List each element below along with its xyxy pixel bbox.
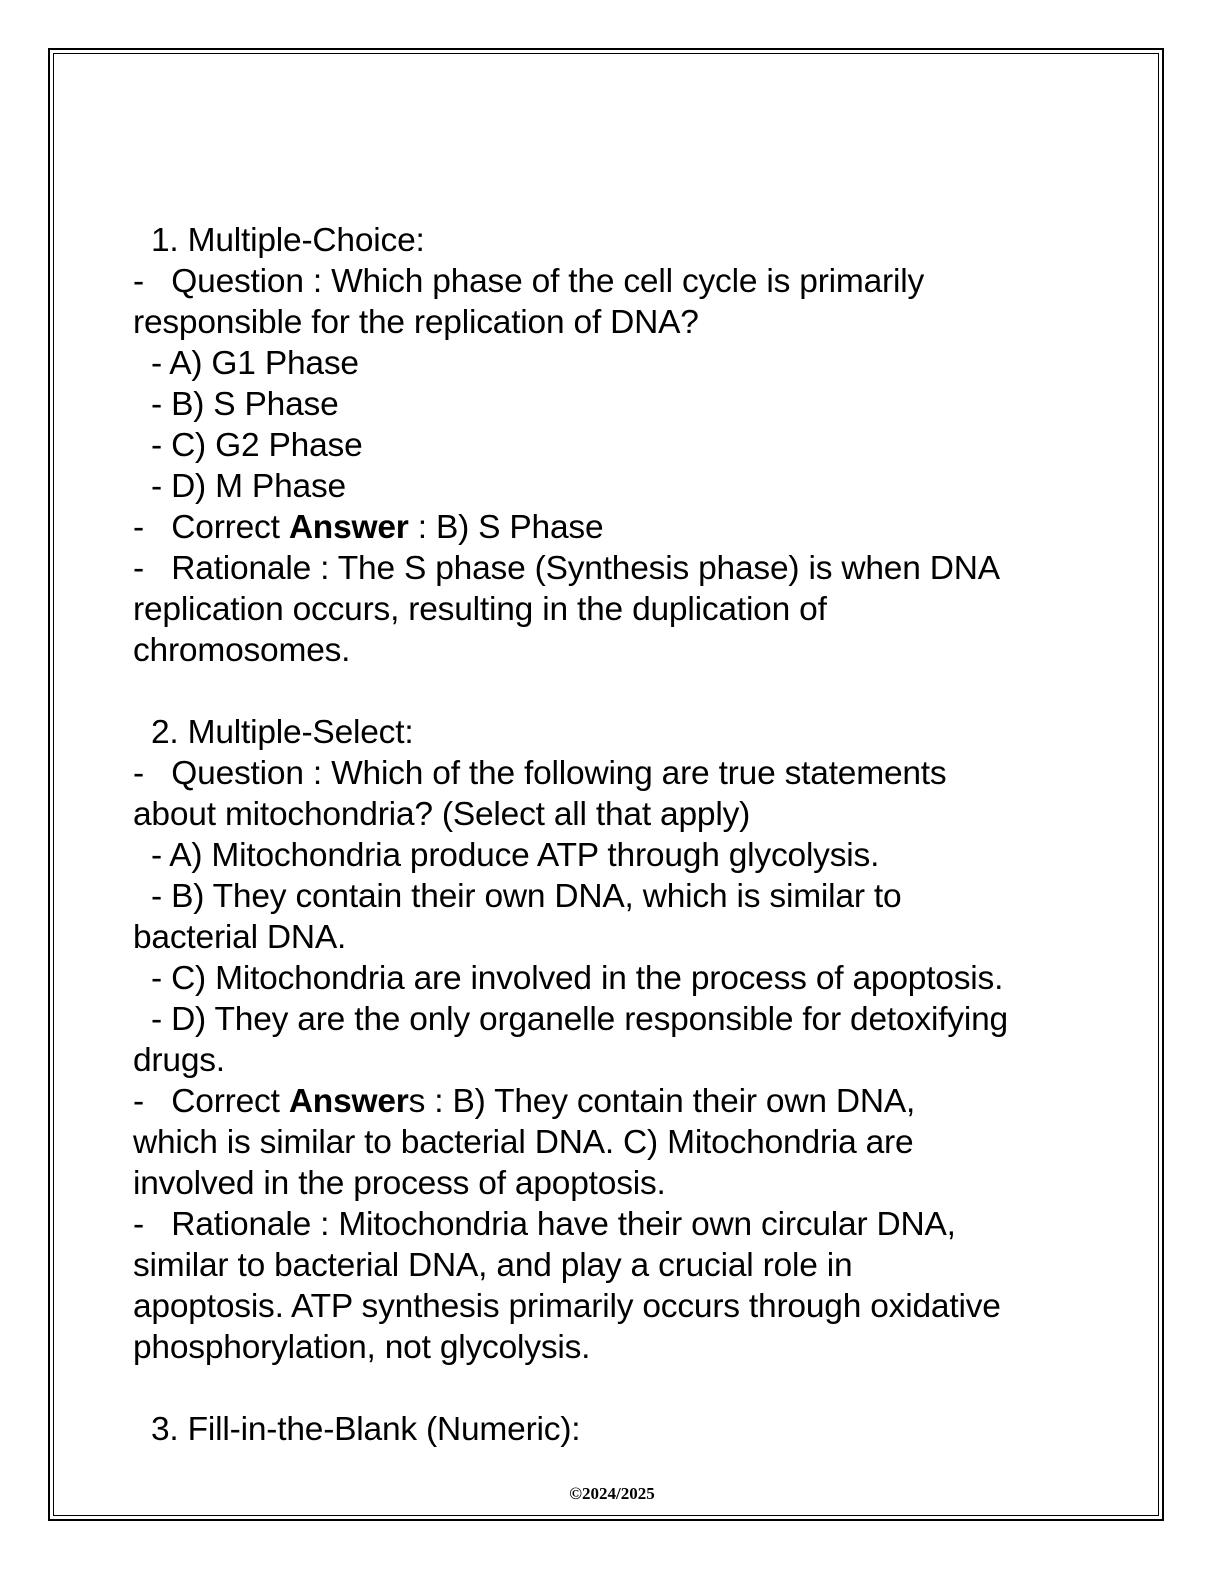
q1-option-c: - C) G2 Phase: [151, 427, 363, 464]
q1-rationale-label: Rationale: [171, 550, 312, 587]
q1-correct-answer: - Correct Answer : B) S Phase: [133, 509, 604, 546]
q2-option-d-cont: drugs.: [133, 1042, 225, 1079]
q2-rationale-cont-3: phosphorylation, not glycolysis.: [133, 1329, 591, 1366]
q2-rationale-label: Rationale: [171, 1206, 312, 1243]
q2-option-c: - C) Mitochondria are involved in the process of apoptosis.: [151, 960, 1004, 997]
spacer: [133, 671, 1093, 712]
spacer: [133, 1368, 1093, 1409]
q1-option-a: - A) G1 Phase: [151, 345, 359, 382]
q2-rationale-cont-2: apoptosis. ATP synthesis primarily occurs through oxidative: [133, 1288, 1001, 1325]
q2-question-cont: about mitochondria? (Select all that apply): [133, 796, 751, 833]
q1-rationale-cont-1: replication occurs, resulting in the duplication of: [133, 591, 827, 628]
q1-correct-prefix: Correct: [171, 509, 289, 546]
q2-rationale-cont-1: similar to bacterial DNA, and play a crucial role in: [133, 1247, 853, 1284]
q1-option-b: - B) S Phase: [151, 386, 339, 423]
document-body: [133, 220, 1093, 1450]
q3-heading: 3. Fill-in-the-Blank (Numeric):: [151, 1411, 581, 1448]
q1-question: - Question : Which phase of the cell cycle is primarily: [133, 263, 925, 300]
q2-correct-rest: s : B) They contain their own DNA,: [408, 1083, 916, 1120]
copyright-footer: ©2024/2025: [569, 1484, 655, 1503]
q1-question-label: Question: [171, 263, 304, 300]
q1-rationale-cont-2: chromosomes.: [133, 632, 351, 669]
q1-correct-rest: : B) S Phase: [408, 509, 604, 546]
q2-rationale: - Rationale : Mitochondria have their own circular DNA,: [133, 1206, 956, 1243]
q2-correct-bold: Answer: [288, 1083, 409, 1120]
q1-rationale: - Rationale : The S phase (Synthesis phase) is when DNA: [133, 550, 1000, 587]
q2-correct-cont-2: involved in the process of apoptosis.: [133, 1165, 666, 1202]
q2-option-a: - A) Mitochondria produce ATP through glycolysis.: [151, 837, 880, 874]
q2-rationale-text: : Mitochondria have their own circular DNA,: [311, 1206, 956, 1243]
q1-correct-bold: Answer: [288, 509, 409, 546]
q2-option-b: - B) They contain their own DNA, which is similar to: [151, 878, 902, 915]
q1-option-d: - D) M Phase: [151, 468, 346, 505]
q2-option-b-cont: bacterial DNA.: [133, 919, 347, 956]
q1-question-text: : Which phase of the cell cycle is primarily: [303, 263, 925, 300]
q2-question: - Question : Which of the following are true statements: [133, 755, 947, 792]
q2-question-text: : Which of the following are true statements: [303, 755, 947, 792]
q2-question-label: Question: [171, 755, 304, 792]
q1-heading: 1. Multiple-Choice:: [151, 222, 425, 259]
q1-question-cont: responsible for the replication of DNA?: [133, 304, 699, 341]
q1-rationale-text: : The S phase (Synthesis phase) is when DNA: [311, 550, 1000, 587]
q2-correct-prefix: Correct: [171, 1083, 289, 1120]
q2-option-d: - D) They are the only organelle responsible for detoxifying: [151, 1001, 1008, 1038]
q2-correct-cont-1: which is similar to bacterial DNA. C) Mitochondria are: [133, 1124, 914, 1161]
q2-heading: 2. Multiple-Select:: [151, 714, 414, 751]
q2-correct-answer: - Correct Answers : B) They contain their own DNA,: [133, 1083, 916, 1120]
